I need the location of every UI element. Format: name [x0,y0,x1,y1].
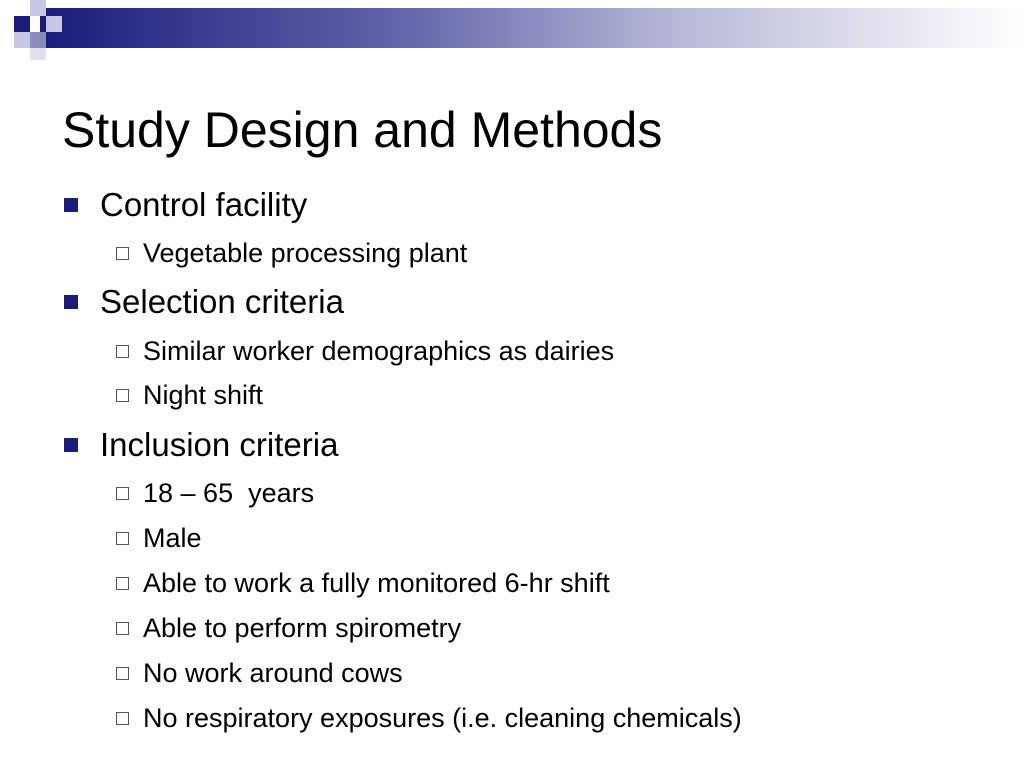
bullet-text: Control facility [100,186,308,223]
bullet-control-facility [64,185,307,225]
checkbox-bullet-icon [116,247,129,260]
bullet-text: Selection criteria [100,283,344,320]
sub-bullet-text: No work around cows [143,657,403,688]
sub-bullet [116,522,202,554]
sub-bullet-text: 18 – 65 years [143,477,315,508]
decor-square [14,16,30,32]
checkbox-bullet-icon [116,667,129,680]
decor-square [30,0,46,16]
sub-bullet [116,567,610,599]
checkbox-bullet-icon [116,345,129,358]
sub-bullet-text: Able to work a fully monitored 6-hr shift [143,567,610,598]
slide-title: Study Design and Methods [62,102,663,158]
checkbox-bullet-icon [116,622,129,635]
checkbox-bullet-icon [116,712,129,725]
decor-square [14,32,30,48]
square-bullet-icon [64,198,78,212]
sub-bullet-text: Vegetable processing plant [143,237,468,268]
bullet-inclusion-criteria [64,425,338,465]
checkbox-bullet-icon [116,532,129,545]
decor-square [46,16,62,32]
sub-bullet [116,612,461,644]
sub-bullet-text: Night shift [143,379,264,410]
square-bullet-icon [64,295,78,309]
sub-bullet-text: Able to perform spirometry [143,612,462,643]
gradient-band [40,8,1024,48]
header-decoration [0,0,1024,54]
square-bullet-icon [64,438,78,452]
sub-bullet [116,477,314,509]
checkbox-bullet-icon [116,389,129,402]
bullet-selection-criteria [64,282,344,322]
sub-bullet-text: Male [143,522,202,553]
sub-bullet [116,379,263,411]
decor-square [30,32,46,48]
sub-bullet [116,335,614,367]
checkbox-bullet-icon [116,577,129,590]
checkbox-bullet-icon [116,487,129,500]
sub-bullet [116,237,467,269]
decor-square [30,48,46,60]
bullet-text: Inclusion criteria [100,426,339,463]
sub-bullet [116,657,403,689]
sub-bullet-text: Similar worker demographics as dairies [143,335,615,366]
sub-bullet [116,702,742,734]
sub-bullet-text: No respiratory exposures (i.e. cleaning chemicals) [143,702,742,733]
